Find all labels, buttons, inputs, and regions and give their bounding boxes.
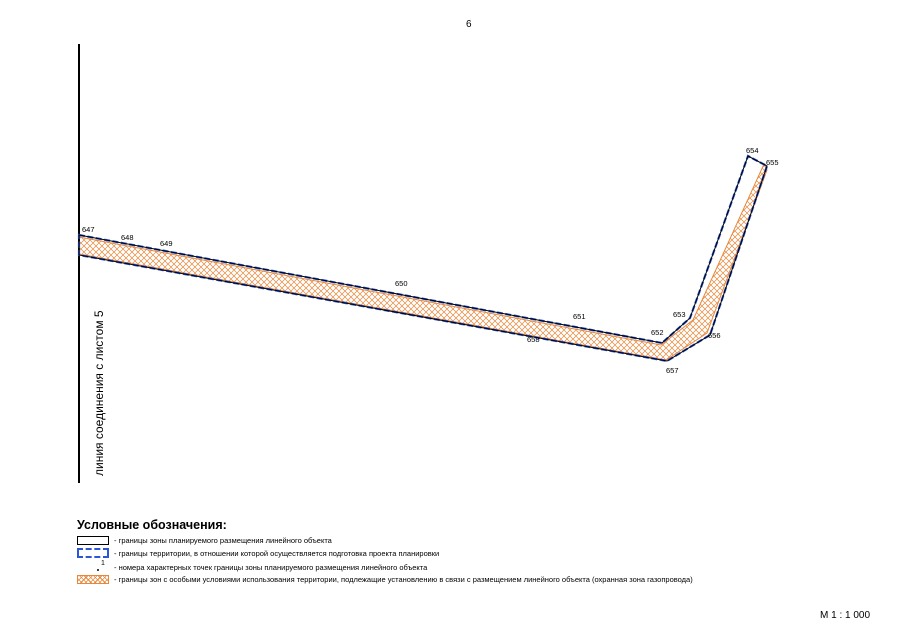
point-symbol (77, 559, 109, 572)
point-label: 653 (673, 310, 686, 319)
point-label: 656 (708, 331, 721, 340)
point-label: 647 (82, 225, 95, 234)
protection-zone (79, 164, 767, 360)
legend-item (77, 547, 439, 559)
legend-text: - границы зон с особыми условиями использования территории, подлежащие установлению в связи с размещением линейного объекта (охранная зона газопровода) (114, 574, 693, 584)
orange-hatch-symbol (77, 575, 109, 584)
legend-text: - границы зоны планируемого размещения линейного объекта (114, 535, 332, 545)
point-label: 650 (395, 279, 408, 288)
legend-text: - номера характерных точек границы зоны планируемого размещения линейного объекта (114, 562, 428, 572)
point-dot-icon (97, 569, 99, 571)
legend-text: - границы территории, в отношении которой осуществляется подготовка проекта планировки (114, 548, 440, 558)
scale-label: М 1 : 1 000 (820, 610, 871, 621)
point-label: 652 (651, 328, 664, 337)
point-label: 648 (121, 233, 134, 242)
point-label: 649 (160, 239, 173, 248)
legend-item (77, 573, 693, 585)
point-label: 658 (527, 335, 540, 344)
point-sample-number: 1 (101, 559, 105, 567)
blue-dashed-symbol (77, 548, 109, 558)
legend-title: Условные обозначения: (77, 518, 227, 532)
point-label: 655 (766, 158, 779, 167)
page-number: 6 (466, 19, 472, 30)
legend-item (77, 561, 427, 573)
point-label: 657 (666, 366, 679, 375)
black-outline-symbol (77, 536, 109, 545)
join-line-label: линия соединения с листом 5 (92, 310, 106, 476)
point-label: 654 (746, 146, 759, 155)
point-label: 651 (573, 312, 586, 321)
legend-item (77, 534, 332, 546)
